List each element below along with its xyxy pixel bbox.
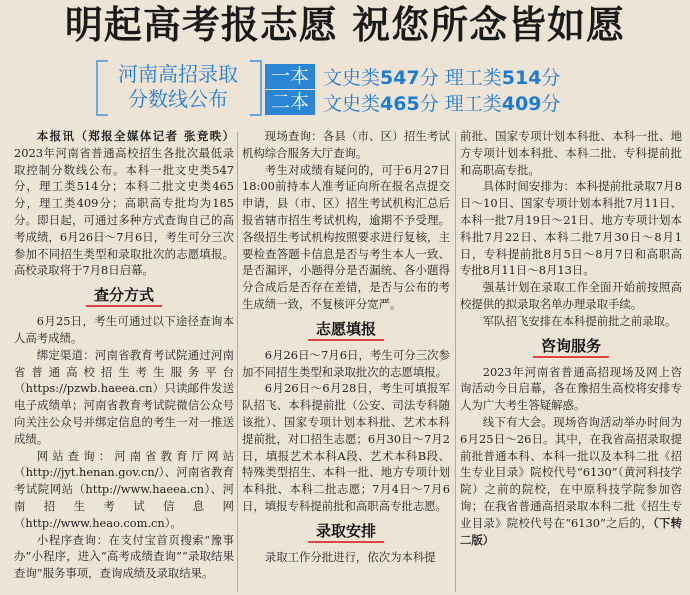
tier1-score-science: 514 (501, 67, 542, 89)
article-paragraph: 强基计划在录取工作全面开始前按照高校提供的拟录取名单办理录取手续。 (460, 280, 682, 311)
tier2-unit-arts: 分 (419, 93, 439, 115)
tier1-tag: 一本 (265, 64, 315, 89)
tier1-pre: 文史类 (323, 67, 381, 89)
column-divider (455, 132, 456, 592)
article-paragraph: 6月26日～7月6日，考生可分三次参加不同招生类型和录取批次的志愿填报。 (242, 347, 450, 379)
tier1-score-arts: 547 (380, 67, 420, 89)
tier2-tag: 二本 (265, 90, 315, 115)
article-paragraph: 6月25日，考生可通过以下途径查询本人高考成绩。 (14, 314, 234, 345)
tier2-unit-science: 分 (541, 93, 561, 115)
article-paragraph: 具体时间安排为：本科提前批录取7月8日～10日、国家专项计划本科批7月11日、本科一批7月19日～21日、地方专项计划本科批7月22日、本科二批7月30日～8月1日，专科提前批8月5日～8月7日和高职高专批8月11日～8月13日。 (460, 179, 682, 278)
tier1-mid: 理工类 (438, 67, 502, 89)
tier1-scores (323, 63, 560, 90)
page-headline: 明起高考报志愿 祝您所念皆如愿 (64, 3, 626, 47)
section-heading: 查分方式 (14, 285, 234, 307)
article-paragraph: 绑定渠道：河南省教育考试院通过河南省普通高校招生考生服务平台（https://pzwb.haeea.cn）只读邮件发送电子成绩单；河南省教育考试院微信公众号向关注公众号并绑定信息的考生一对一推送成绩。 (14, 347, 234, 446)
article-column-3 (460, 128, 682, 548)
article-paragraph: 本报讯（郑报全媒体记者 张竞昳）2023年河南省普通高校招生各批次最低录取控制分数线公布。本科一批文史类547分，理工类514分；本科二批文史类465分，理工类409分；高职高专批均为185分。即日起，可通过多种方式查询自己的高考成绩，6月26日～7月6日，考生可分三次参加不同招生类型和录取批次的志愿填报。高校录取将于7月8日启幕。 (14, 129, 234, 278)
subtitle-line-2: 分数线公布 (128, 87, 228, 111)
subtitle-line-1: 河南高招录取 (118, 62, 238, 86)
section-heading: 咨询服务 (460, 336, 682, 358)
tier2-mid: 理工类 (438, 93, 502, 115)
section-heading: 志愿填报 (242, 319, 450, 341)
score-row-tier1 (265, 64, 560, 89)
article-paragraph: 2023年河南省普通高招现场及网上咨询活动今日启幕，各在豫招生高校将安排专人为广大考生答疑解惑。 (460, 364, 682, 413)
article-paragraph: 前批、国家专项计划本科批、本科一批、地方专项计划本科批、本科二批、专科提前批和高职高专批。 (460, 129, 682, 177)
tier2-scores (323, 89, 560, 116)
article-paragraph: 录取工作分批进行，依次为本科提 (264, 549, 436, 564)
article-paragraph: 小程序查询：在支付宝首页搜索“豫事办”小程序，进入“高考成绩查询”“录取结果查询”服务事项，查询成绩及录取结果。 (14, 532, 234, 581)
article-paragraph: 6月26日～6月28日，考生可填报军队招飞、本科提前批（公安、司法专科随该批）、国家专项计划本科批、艺术本科提前批，对口招生志愿；6月30日～7月2日，填报艺术本科A段、艺术本科B段、特殊类型招生、本科一批、地方专项计划本科批、本科二批志愿；7月4日～7月6日，填报专科提前批和高职高专批志愿。 (242, 381, 450, 513)
score-banner (0, 56, 690, 118)
tier2-pre: 文史类 (323, 93, 381, 115)
byline: 本报讯（郑报全媒体记者 张竞昳） (36, 129, 234, 143)
article-column-2 (242, 128, 450, 566)
article-paragraph: 网站查询：河南省教育厅网站（http://jyt.henan.gov.cn/）、河南省教育考试院网站（http://www.haeea.cn）、河南招生考试信息网（http://www.heao.com.cn）。 (14, 448, 234, 530)
article-paragraph: 线下有大会。现场咨询活动举办时间为6月25日～26日。其中，在我省高招录取提前批普通本科、本科一批以及本科二批《招生专业目录》院校代号“6130”（黄河科技学院）之前的院校，在中原科技学院参加咨询；在我省普通高招录取本科二批《招生专业目录》院校代号在“6130”之后的，（下转二版） (460, 414, 682, 547)
tier1-unit-science: 分 (541, 67, 561, 89)
article-column-1 (14, 128, 234, 582)
article-paragraph: 军队招飞安排在本科提前批之前录取。 (482, 313, 677, 328)
tier2-score-science: 409 (501, 93, 542, 115)
section-heading: 录取安排 (242, 521, 450, 543)
right-bracket (250, 60, 262, 116)
tier1-unit-arts: 分 (419, 67, 439, 89)
column-divider (237, 132, 238, 592)
banner-subtitle (104, 62, 252, 112)
article-paragraph: 现场查询：各县（市、区）招生考试机构综合服务大厅查询。 (242, 129, 450, 160)
article-paragraph: 考生对成绩有疑问的，可于6月27日18:00前持本人准考证向所在报名点提交申请，县（市、区）招生考试机构汇总后报省辖市招生考试机构，逾期不予受理。各级招生考试机构按照要求进行复核，主要检查答题卡信息是否与考生本人一致、是否漏评，小题得分是否漏统、各小题得分合成后是否存在差错，是否与公布的考生成绩一致，不复核评分宽严。 (242, 162, 450, 311)
tier2-score-arts: 465 (380, 93, 420, 115)
score-row-tier2 (265, 90, 560, 115)
continued-note: （下转二版） (460, 515, 682, 547)
